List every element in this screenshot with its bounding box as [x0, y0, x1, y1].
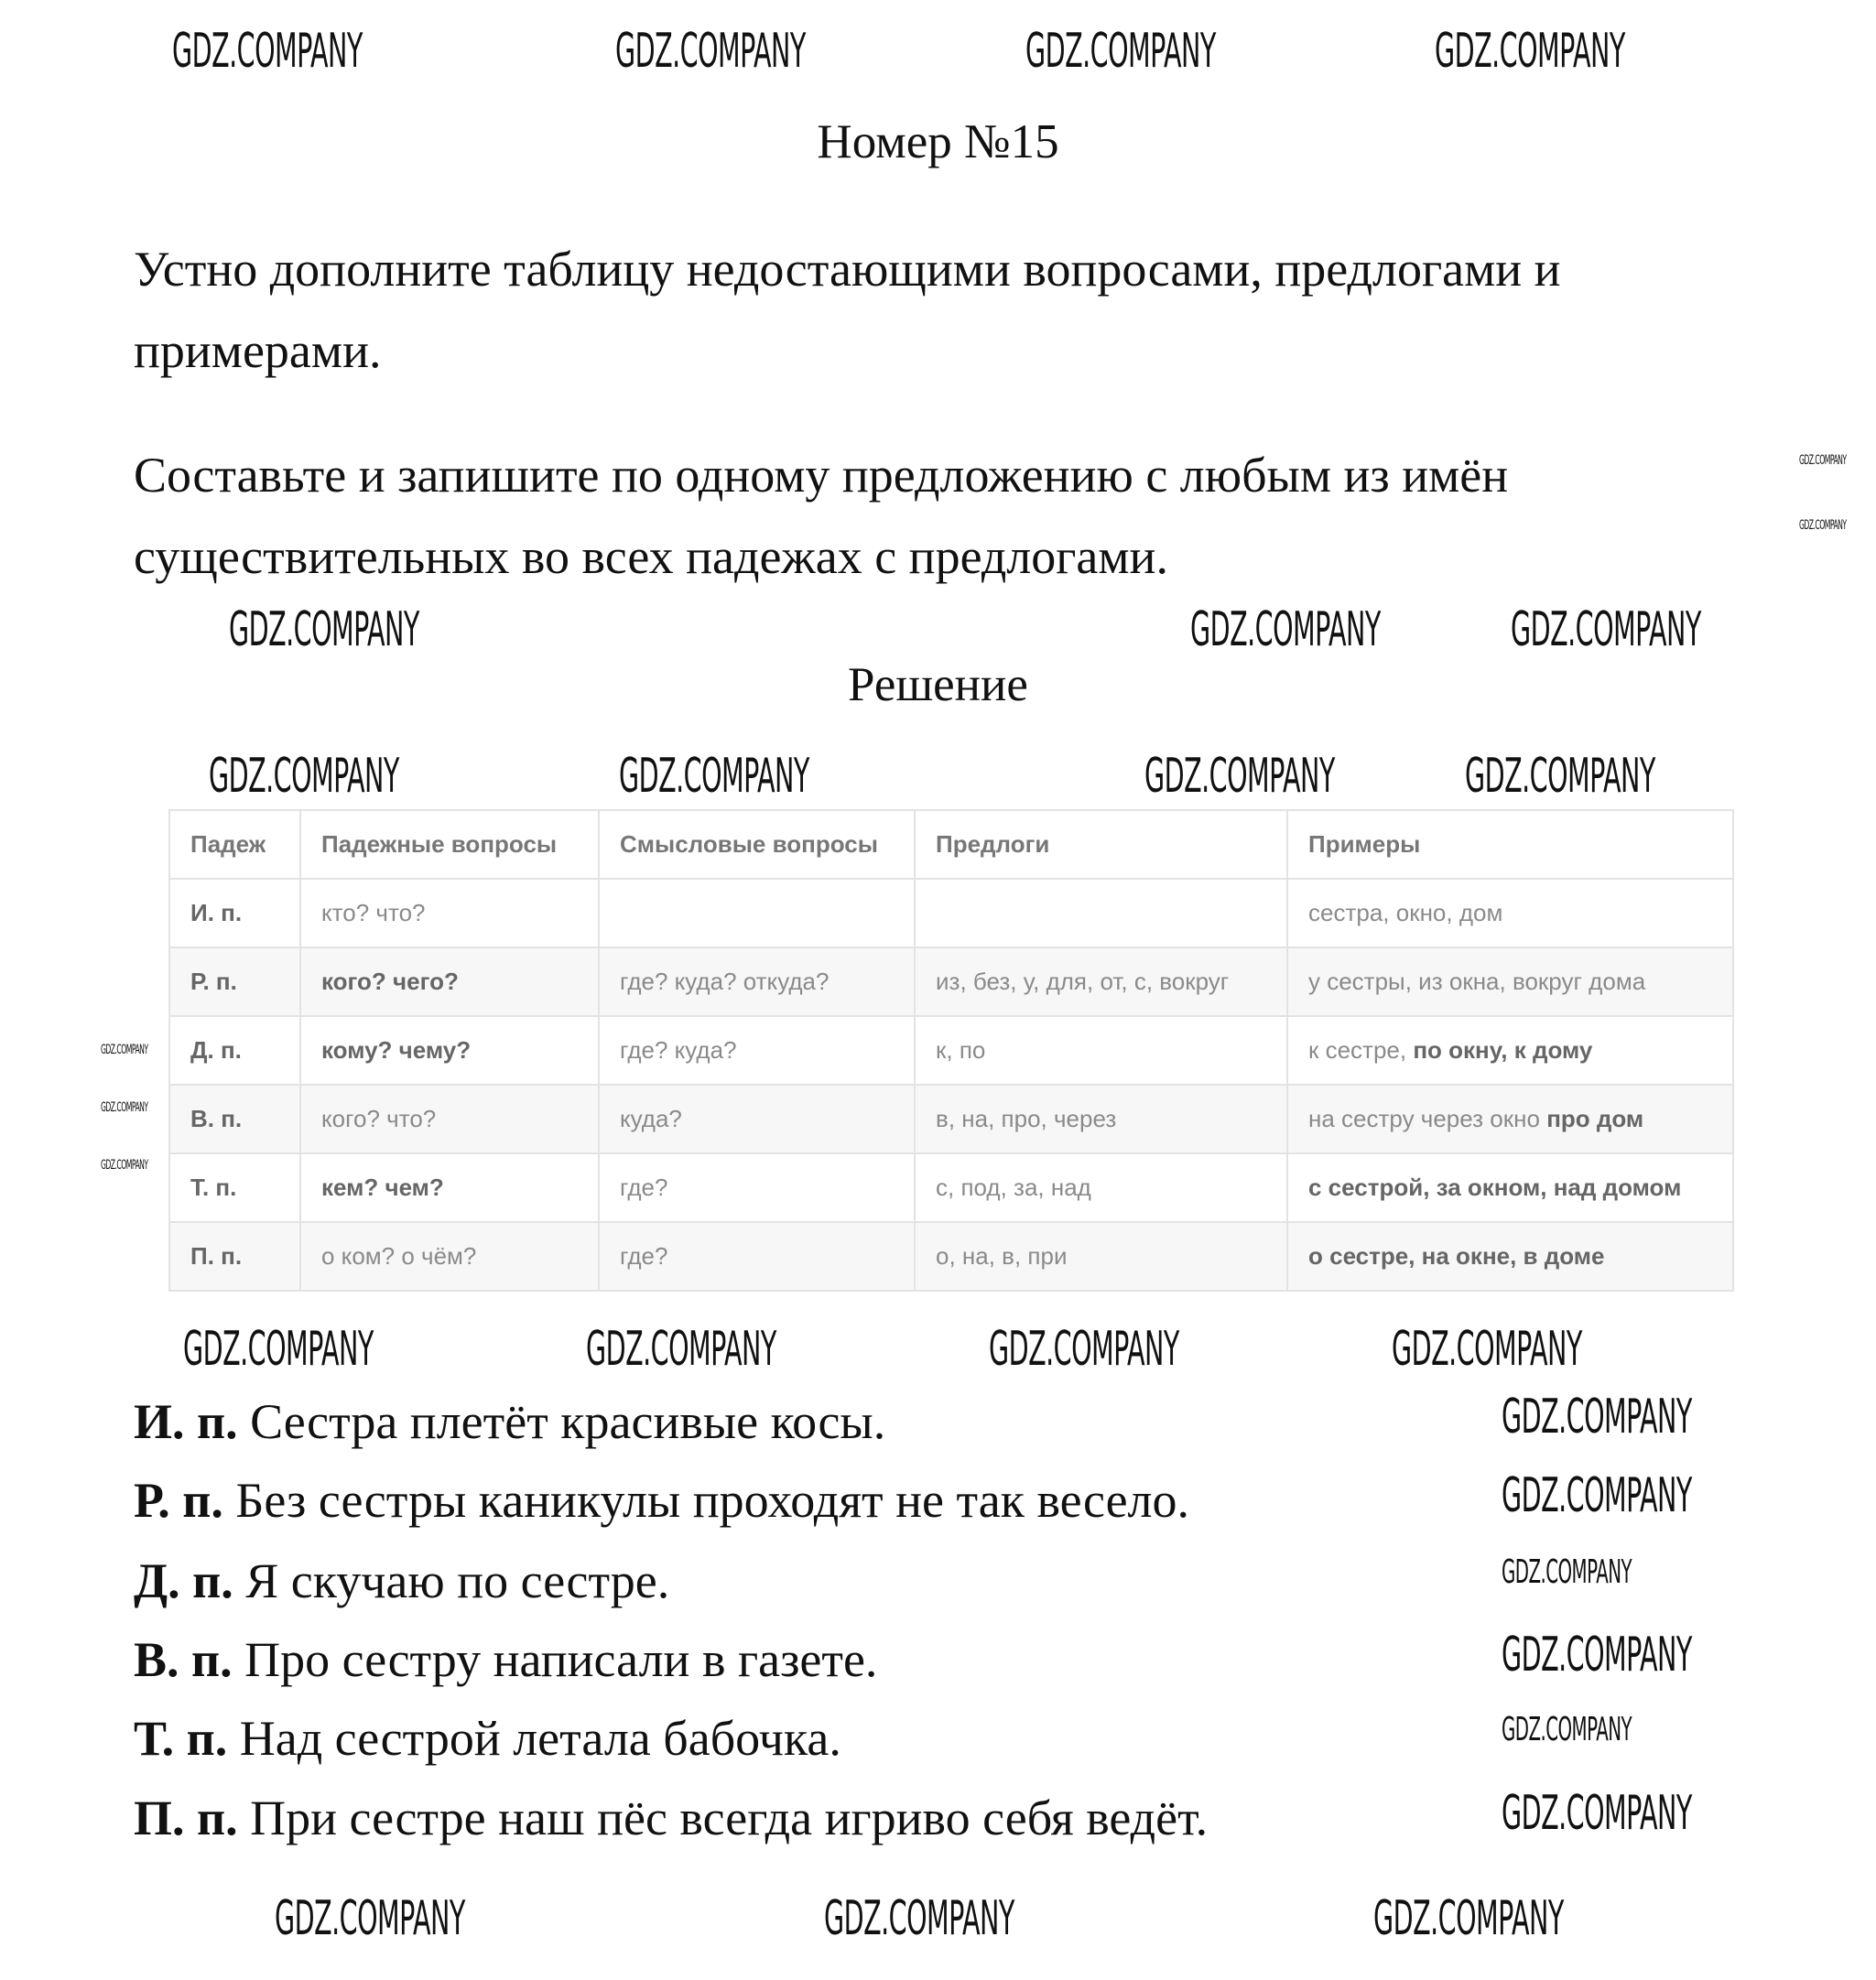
table-cell: [915, 1153, 1287, 1222]
example-sentence: [134, 1790, 1208, 1846]
sentence-text: При сестре наш пёс всегда игриво себя ведёт.: [237, 1791, 1209, 1845]
cell-text: кем? чем?: [321, 1174, 444, 1201]
table-cell: [300, 1222, 599, 1291]
watermark: GDZ.COMPANY: [1502, 1468, 1692, 1523]
watermark: GDZ.COMPANY: [1373, 1891, 1564, 1946]
table-cell: [599, 947, 915, 1016]
watermark: GDZ.COMPANY: [1144, 749, 1335, 804]
table-cell: [169, 1085, 300, 1153]
watermark: GDZ.COMPANY: [1465, 749, 1655, 804]
watermark: GDZ.COMPANY: [1025, 24, 1216, 79]
cell-text: В. п.: [190, 1105, 243, 1132]
table-cell: [300, 1153, 599, 1222]
cell-text: кто? что?: [321, 899, 426, 926]
table-cell: [1287, 1016, 1733, 1085]
cell-text: с сестрой, за окном, над домом: [1308, 1174, 1682, 1201]
table-cell: [169, 947, 300, 1016]
task-paragraph-2: Составьте и запишите по одному предложению с любым из имён существительных во всех падежах с предлогами.: [134, 448, 1509, 584]
cell-text: про дом: [1546, 1105, 1644, 1132]
table-cell: [599, 1016, 915, 1085]
watermark: GDZ.COMPANY: [183, 1322, 374, 1377]
watermark: GDZ.COMPANY: [1511, 602, 1701, 657]
cell-text: о, на, в, при: [936, 1242, 1068, 1270]
case-label: Т. п.: [134, 1711, 228, 1766]
table-body: [169, 879, 1733, 1291]
cell-text: сестра, окно, дом: [1308, 899, 1503, 926]
watermark: GDZ.COMPANY: [619, 749, 809, 804]
page-title: Номер №15: [817, 115, 1059, 168]
cell-text: на сестру через окно: [1308, 1105, 1547, 1132]
watermark: GDZ.COMPANY: [209, 749, 399, 804]
watermark: GDZ.COMPANY: [1502, 1711, 1632, 1748]
cell-text: к, по: [936, 1036, 986, 1064]
table-cell: [1287, 1153, 1733, 1222]
table-cell: [169, 1153, 300, 1222]
cell-text: с, под, за, над: [936, 1174, 1091, 1201]
watermark: GDZ.COMPANY: [1190, 602, 1381, 657]
watermark: GDZ.COMPANY: [275, 1891, 465, 1946]
cell-text: о ком? о чём?: [321, 1242, 477, 1270]
example-sentence: [134, 1393, 885, 1450]
cell-text: Д. п.: [190, 1036, 242, 1064]
example-sentence: [134, 1553, 669, 1609]
watermark: GDZ.COMPANY: [824, 1891, 1014, 1946]
cell-text: кому? чему?: [321, 1036, 472, 1064]
cell-text: куда?: [620, 1105, 682, 1132]
case-label: Д. п.: [134, 1553, 233, 1608]
example-sentence: [134, 1472, 1189, 1529]
solution-title: Решение: [848, 658, 1028, 711]
table-cell: [599, 1222, 915, 1291]
watermark: GDZ.COMPANY: [1502, 1390, 1692, 1444]
table-cell: [915, 947, 1287, 1016]
case-label: В. п.: [134, 1632, 233, 1687]
cell-text: где? куда? откуда?: [620, 968, 830, 995]
cell-text: из, без, у, для, от, с, вокруг: [936, 968, 1230, 995]
watermark: GDZ.COMPANY: [229, 602, 419, 657]
column-header: Примеры: [1287, 810, 1733, 879]
table-cell: [169, 1222, 300, 1291]
watermark: GDZ.COMPANY: [101, 1100, 148, 1115]
cell-text: кого? чего?: [321, 968, 459, 995]
sentence-text: Про сестру написали в газете.: [232, 1632, 878, 1687]
table-row: [169, 1016, 1733, 1085]
cell-text: Р. п.: [190, 968, 237, 995]
cell-text: к сестре,: [1308, 1036, 1414, 1064]
sentence-text: Без сестры каникулы проходят не так весело.: [222, 1473, 1189, 1528]
table-cell: [599, 1085, 915, 1153]
case-label: И. п.: [134, 1394, 238, 1449]
cell-text: о сестре, на окне, в доме: [1308, 1242, 1605, 1270]
watermark: GDZ.COMPANY: [101, 1043, 148, 1057]
table-cell: [1287, 1085, 1733, 1153]
cell-text: кого? что?: [321, 1105, 437, 1132]
sentence-text: Сестра плетёт красивые косы.: [237, 1394, 886, 1449]
watermark: GDZ.COMPANY: [1502, 1628, 1692, 1682]
column-header: Падежные вопросы: [300, 810, 599, 879]
example-sentence: [134, 1631, 877, 1688]
table-cell: [599, 1153, 915, 1222]
watermark: GDZ.COMPANY: [615, 24, 806, 79]
cell-text: в, на, про, через: [936, 1105, 1117, 1132]
column-header: Предлоги: [915, 810, 1287, 879]
watermark: GDZ.COMPANY: [1799, 453, 1847, 468]
table-cell: [599, 879, 915, 947]
table-row: [169, 1085, 1733, 1153]
sentence-text: Я скучаю по сестре.: [233, 1553, 670, 1608]
watermark: GDZ.COMPANY: [1392, 1322, 1582, 1377]
watermark: GDZ.COMPANY: [1799, 518, 1847, 533]
cell-text: где?: [620, 1174, 668, 1201]
sentence-text: Над сестрой летала бабочка.: [227, 1711, 841, 1766]
table-cell: [915, 1085, 1287, 1153]
table-cell: [169, 879, 300, 947]
cell-text: по окну, к дому: [1413, 1036, 1593, 1064]
watermark: GDZ.COMPANY: [989, 1322, 1179, 1377]
table-row: [169, 879, 1733, 947]
cell-text: Т. п.: [190, 1174, 237, 1201]
cell-text: у сестры, из окна, вокруг дома: [1308, 968, 1646, 995]
table-cell: [300, 947, 599, 1016]
case-label: П. п.: [134, 1791, 238, 1845]
column-header: Смысловые вопросы: [599, 810, 915, 879]
table-cell: [1287, 1222, 1733, 1291]
table-cell: [915, 879, 1287, 947]
task-paragraph-1: Устно дополните таблицу недостающими вопросами, предлогами и примерами.: [134, 242, 1561, 378]
table-row: [169, 947, 1733, 1016]
cases-table: [168, 809, 1734, 1292]
watermark: GDZ.COMPANY: [101, 1158, 148, 1173]
table-header-row: [169, 810, 1733, 879]
cell-text: П. п.: [190, 1242, 243, 1270]
watermark: GDZ.COMPANY: [172, 24, 363, 79]
table-cell: [169, 1016, 300, 1085]
table-cell: [300, 1085, 599, 1153]
example-sentence: [134, 1710, 841, 1767]
table-cell: [300, 1016, 599, 1085]
watermark: GDZ.COMPANY: [586, 1322, 776, 1377]
watermark: GDZ.COMPANY: [1502, 1553, 1632, 1591]
table-cell: [1287, 947, 1733, 1016]
case-label: Р. п.: [134, 1473, 223, 1528]
cell-text: где?: [620, 1242, 668, 1270]
table-cell: [1287, 879, 1733, 947]
table-cell: [915, 1016, 1287, 1085]
cell-text: где? куда?: [620, 1036, 737, 1064]
table-cell: [300, 879, 599, 947]
table-cell: [915, 1222, 1287, 1291]
cell-text: И. п.: [190, 899, 243, 926]
watermark: GDZ.COMPANY: [1435, 24, 1625, 79]
column-header: Падеж: [169, 810, 300, 879]
table-row: [169, 1153, 1733, 1222]
watermark: GDZ.COMPANY: [1502, 1786, 1692, 1841]
table-row: [169, 1222, 1733, 1291]
